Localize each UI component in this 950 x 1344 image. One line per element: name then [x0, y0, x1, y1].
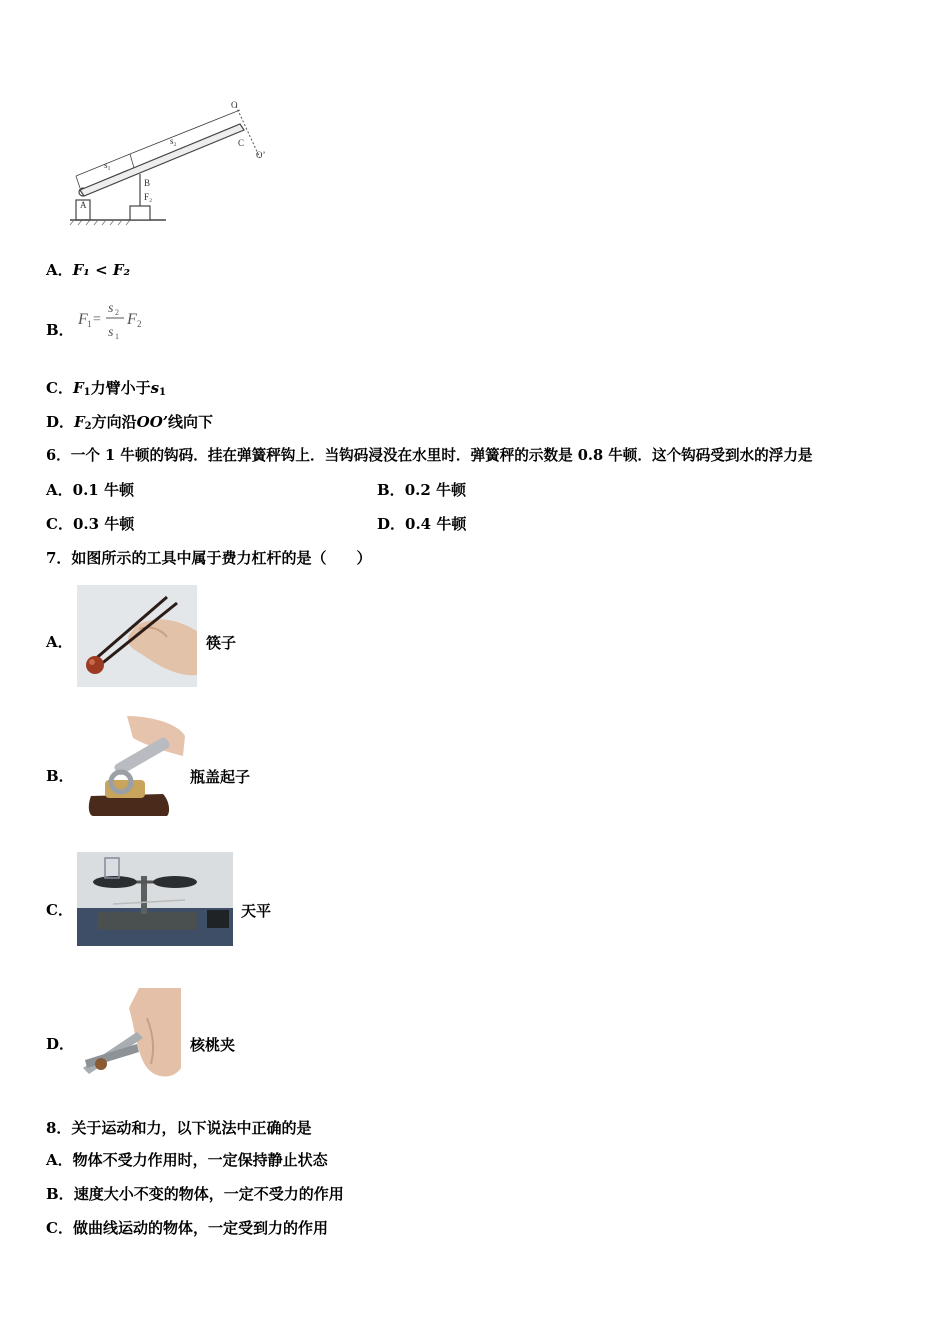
formula-den-sub: 1 — [115, 332, 119, 341]
c-label: C — [238, 138, 245, 148]
option-text: 方向沿 — [91, 413, 137, 431]
q7-stem: 7．如图所示的工具中属于费力杠杆的是（ ） — [46, 549, 372, 567]
q7-option-b-letter: B． — [46, 767, 74, 785]
b-label: B — [144, 178, 151, 188]
option-text: 物体不受力作用时，一定保持静止状态 — [72, 1151, 328, 1169]
option-letter: C． — [46, 515, 73, 533]
arm-symbol: s — [150, 379, 160, 397]
formula-lhs-sub: 1 — [87, 319, 92, 329]
q8-option-b — [46, 1184, 344, 1204]
force-symbol: F — [72, 379, 84, 397]
balance-image — [77, 852, 233, 946]
q6-option-c — [46, 514, 134, 534]
q7-option-d-caption: 核桃夹 — [190, 1036, 236, 1054]
q6-option-a — [46, 480, 134, 500]
o-prime-label: O’ — [256, 150, 266, 160]
force-symbol: F — [74, 413, 85, 431]
option-letter: A． — [46, 1151, 73, 1169]
option-text: 做曲线运动的物体，一定受到力的作用 — [72, 1219, 328, 1237]
q7-option-a-letter: A． — [46, 633, 73, 651]
option-letter: B． — [377, 481, 405, 499]
formula-lhs: F — [78, 311, 88, 328]
q8-option-a — [46, 1150, 328, 1170]
s1-label: s₁ — [104, 160, 111, 170]
q6-option-b — [377, 480, 466, 500]
option-text: 0.1 牛顿 — [72, 481, 134, 499]
option-letter: C． — [46, 1219, 73, 1237]
chopsticks-image — [77, 585, 197, 687]
option-letter: A． — [46, 261, 73, 279]
q7-option-a-caption: 筷子 — [206, 634, 237, 652]
nutcracker-image — [77, 988, 183, 1084]
option-text: 力臂小于 — [90, 379, 151, 397]
force-subscript: 1 — [83, 387, 91, 398]
o-label: O — [231, 100, 238, 110]
q7-option-b-caption: 瓶盖起子 — [190, 768, 251, 786]
option-letter: B． — [46, 1185, 74, 1203]
q5-option-a — [46, 260, 130, 280]
lever-diagram — [68, 96, 278, 226]
q7-option-c-letter: C． — [46, 901, 73, 919]
option-text: 速度大小不变的物体，一定不受力的作用 — [73, 1185, 344, 1203]
s2-label: s₂ — [170, 136, 177, 146]
option-text: 0.3 牛顿 — [72, 515, 135, 533]
formula-rhs: F — [127, 311, 137, 328]
option-letter: D． — [46, 413, 75, 431]
q5-option-c — [46, 378, 166, 403]
formula-rhs-sub: 2 — [137, 319, 142, 329]
option-text: 0.4 牛顿 — [405, 515, 467, 533]
arm-subscript: 1 — [159, 387, 167, 398]
q8-option-c — [46, 1218, 328, 1238]
option-letter: C． — [46, 379, 73, 397]
formula-num: s — [108, 301, 114, 316]
q7-option-c-caption: 天平 — [241, 902, 272, 920]
q7-option-d-letter: D． — [46, 1035, 75, 1053]
formula-f1-equals — [74, 296, 154, 346]
line-symbol: OO’ — [136, 413, 169, 431]
q8-stem: 8．关于运动和力，以下说法中正确的是 — [46, 1119, 312, 1137]
option-text-2: 线向下 — [168, 413, 214, 431]
a-label: A — [80, 200, 87, 210]
formula-num-sub: 2 — [115, 308, 119, 317]
option-letter: A． — [46, 481, 73, 499]
option-text: F₁ < F₂ — [72, 261, 131, 279]
force-subscript: 2 — [84, 421, 92, 432]
f2-label: F₂ — [144, 192, 153, 202]
q5-option-b — [46, 320, 74, 340]
formula-den: s — [108, 325, 114, 340]
formula-eq: = — [93, 312, 101, 327]
option-letter: B． — [46, 321, 74, 339]
q6-option-d — [377, 514, 466, 534]
q5-option-d — [46, 412, 213, 437]
option-text: 0.2 牛顿 — [404, 481, 467, 499]
bottle-opener-image — [77, 716, 187, 816]
option-letter: D． — [377, 515, 406, 533]
q6-stem: 6．一个 1 牛顿的钩码．挂在弹簧秤钩上．当钩码浸没在水里时．弹簧秤的示数是 0.8 牛顿．这个钩码受到水的浮力是 — [46, 447, 813, 464]
